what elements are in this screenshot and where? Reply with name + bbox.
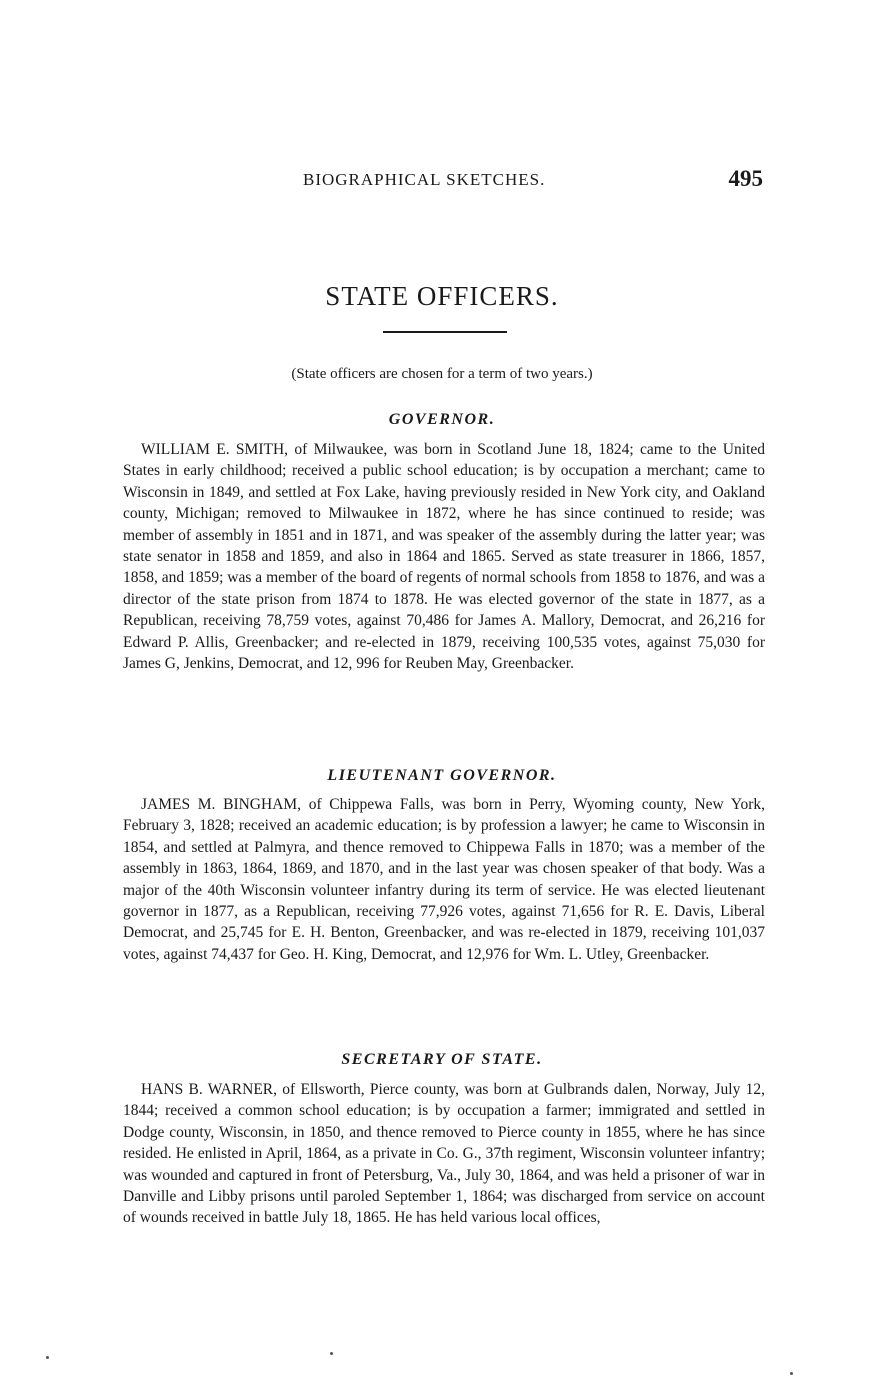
page-title: STATE OFFICERS.: [325, 281, 559, 311]
section-body-secretary-of-state: HANS B. WARNER, of Ellsworth, Pierce county, was born at Gulbrands dalen, Norway, July 12, 1844; received a common school education; is by occupation a farmer; immigrated and settled in Dodge county, Wisconsin, in 1850, and thence removed to Pierce county in 1855, where he has since resided. He enlisted in April, 1864, as a private in Co. G., 37th regiment, Wisconsin volunteer infantry; was wounded and captured in front of Petersburg, Va., July 30, 1864, and was held a prisoner of war in Danville and Libby prisons until paroled September 1, 1864; was discharged from service on account of wounds received in battle July 18, 1865. He has held various local offices,: [123, 1081, 765, 1227]
section-heading-lieutenant-governor: LIEUTENANT GOVERNOR.: [327, 767, 557, 784]
section-heading-secretary-of-state: SECRETARY OF STATE.: [341, 1051, 543, 1068]
paper-speck: [790, 1372, 793, 1375]
running-header: [123, 166, 763, 196]
section-body-lieutenant-governor: JAMES M. BINGHAM, of Chippewa Falls, was born in Perry, Wyoming county, New York, February 3, 1828; received an academic education; is by profession a lawyer; he came to Wisconsin in 1854, and settled at Palmyra, and thence removed to Chippewa Falls in 1870; was a member of the assembly in 1863, 1864, 1869, and 1870, and in the last year was chosen speaker of that body. Was a major of the 40th Wisconsin volunteer infantry during its term of service. He was elected lieutenant governor in 1877, as a Republican, receiving 77,926 votes, against 71,656 for R. E. Davis, Liberal Democrat, and 25,745 for E. H. Benton, Greenbacker, and was re-elected in 1879, receiving 101,037 votes, against 74,437 for Geo. H. King, Democrat, and 12,976 for Wm. L. Utley, Greenbacker.: [123, 796, 765, 963]
page-number: 495: [728, 166, 763, 191]
intro-note: (State officers are chosen for a term of two years.): [291, 366, 593, 382]
paper-speck: [46, 1356, 49, 1359]
paper-speck: [330, 1352, 333, 1355]
section-body-governor: WILLIAM E. SMITH, of Milwaukee, was born in Scotland June 18, 1824; came to the United States in early childhood; received a public school education; is by occupation a merchant; came to Wisconsin in 1849, and settled at Fox Lake, having previously resided in New York city, and Oakland county, Michigan; removed to Milwaukee in 1872, where he has since continued to reside; was member of assembly in 1851 and in 1871, and was speaker of the assembly during the latter year; was state senator in 1858 and 1859, and also in 1864 and 1865. Served as state treasurer in 1866, 1857, 1858, and 1859; was a member of the board of regents of normal schools from 1858 to 1876, and was a director of the state prison from 1874 to 1878. He was elected governor of the state in 1877, as a Republican, receiving 78,759 votes, against 70,486 for James A. Mallory, Democrat, and 26,216 for Edward P. Allis, Greenbacker; and re-elected in 1879, receiving 100,535 votes, against 75,030 for James G, Jenkins, Democrat, and 12, 996 for Reuben May, Greenbacker.: [123, 441, 765, 673]
section-heading-governor: GOVERNOR.: [388, 411, 496, 428]
title-divider: [383, 331, 507, 333]
running-title: BIOGRAPHICAL SKETCHES.: [303, 170, 546, 189]
